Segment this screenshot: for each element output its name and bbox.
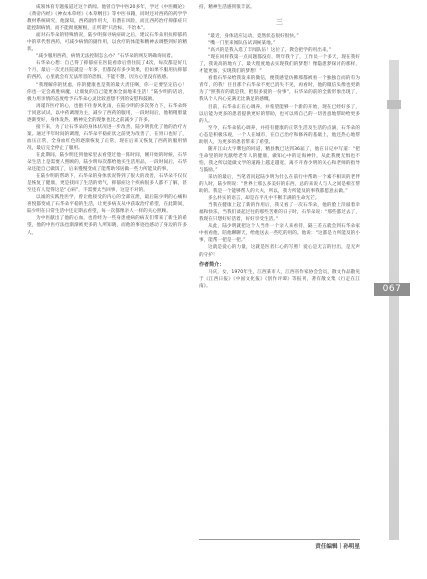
paragraph: 从此，陆少明就把这个人当作一个亲人来看待，隔三差五就会到石华朵家中看看他，陪他聊聊天，给他送去一些吃的用的。他说：“这都是力所能及的小事，能帮一把是一把。” (199, 224, 360, 244)
paragraph: 咸领体育专题报道过这个新闻。他曾自学中医20多年，学过《中医概论》《黄帝内经》《神农本草经》《本草纲目》等中医书籍，同时还对西药的药学学教材系统研究，他深知，西药副作用大，有潜在风险，而且西药治疗抑郁症只能控制病情，而不能彻底断根，正所谓“只治标，不治本”。 (27, 5, 187, 32)
paragraph: 石华朵心想：自己得了抑郁症在医院看诊后曾住院了4次，每次都是好几个月，最后一次光住院就是一年多，但都没有多少效果，但如果不服用抗抑郁的西药，心里就会有无法形容的恐惧，不能不想，因为心里没有底感。 (27, 61, 187, 81)
paragraph: 这就是爱心的力量，这就是医者仁心的写照！爱心是无言的付出，是无声的守护！ (199, 245, 360, 258)
paragraph: 在陆少明的帮助下，石华朵的身体状况得到了很大的改善，石华朵不仅仅是恢复了健康，更是找回了生活的勇气，抑郁症这个疾病很多人都不了解，甚至还有人觉得这是“心病”，不需要太当回事，这是不对的。 (27, 174, 187, 194)
editor-credit: 责任编辑｜孙明星 (315, 544, 360, 550)
paragraph: 面对石华朵的特殊情况，陆少明探寻病症研之后，建议石华朵用抗抑郁药中的草代替西药，可减少病情的副作用，以食疗的体能和精神去调整到好的精状。 (27, 33, 187, 53)
paragraph: 为中医献出了他的心血，也曾经为一些身患重病的病友们带来了新生的希望，他的中医疗法也渐渐被更多的人所知晓，而他的事迹也感动了身边的许多人。 (27, 216, 187, 236)
paragraph: 当我在健康上起了新的作用后，我又看了一次石华朵，他的脸上洋溢着幸福和快乐，当我们谈起过往的那些苦难的日子时，石华朵说：“那些都过去了，我现在只想好好活着，好好享受生活。” (199, 203, 360, 223)
paragraph: “减少服用西药，病情无法控制怎么办？”石华朵的网友明确询问着。 (36, 54, 176, 60)
side-decoration-strip (389, 60, 399, 540)
paragraph: 接下来，为了让石华朵的身体状况进一步改善，陆少明优化了他的治疗方案。通过半年时间的调理，石华朵平稳症状之前更为改善了，在胃口也好了，血压正常，全身血红色的逐渐恢复了正常，现在后来又恢复了西药的服用情况，最后完全停止了服用。 (27, 124, 187, 151)
left-text-column (27, 4, 187, 237)
right-text-column (199, 4, 360, 290)
page-number: 067 (374, 283, 410, 296)
section-number: 三 (275, 18, 284, 27)
paragraph: 采访的最后，当笔者问起陆少明为什么在前行中帮助一个素不相识的老伴的人时，陆少明说：“世界上那么多美好的东西，总的来说人与人之间是相互帮助的。我是一个能够帮人的大夫，所以，我力所能及的事我都愿意去做。” (199, 174, 360, 195)
paragraph: 至今，石华朵依心调养，并持有健康的正常生活及生活的点滴，石华朵的心态是积极乐观，一个人在城市，在自己治疗和修养的基础上，他还热心地帮助别人，为更多的患者带来了希望。 (199, 125, 360, 145)
paragraph: “高兴的是我入选了丰闻队伍！这位了，教会把学的用出来。” (208, 48, 332, 54)
footer-divider (199, 539, 360, 540)
paragraph: 看着石华朵给我发来的微信，便我感觉仿佛那都被看一个独独自而的有为青年，的我！目目那个石华朵不更已消失不见，再看时，他的微信头像也更新为了“照我有的就是我，把很多爱的一份事”，石华朵的前的全新形象出现了，我从个人内心充满无比满足的感慨。 (199, 76, 360, 103)
paragraph: 多么朴实的语言，却是在平凡中不断丰满的生命光芒。 (208, 196, 320, 202)
paragraph: 以诚的实践性医学，曾让他接受的内心的全部宣泄，最后陆少明的心痛和喜悦都变成了石华朵平稳的生活，让更多病友从中获取治疗希望，在此期间，陆少明在日常生活中还定期去看望，每一次都像亲人一样的关心照顾。 (27, 195, 187, 215)
paragraph: 持，精神生活感到很丰富。 (199, 5, 255, 10)
author-bio-heading: 作者简介： (199, 261, 225, 268)
paragraph: 随开江山大字牌包的同道，精县数已达到36届了，他在日记中写道：“把生命里的时光献给老年人的健康，做知心中的定海神针，从此我便无惧也不怕，我之所以能做文学的道路上越走越宽，离不开春少明的关心和老师的指导与鼓励。” (199, 146, 360, 173)
paragraph: “我理解你的忧虑，你的健康也是我的最大责任啊，你一定要坚定信心！你也一定会战胜病魔，让康复的自己能更加全面地来生活！”陆少明的话语，极力用亲情的态度给予石华朵心灵比较意想不到的安慰和鼓励。 (27, 82, 187, 102)
paragraph: “最近，身体适应运动，竟然状态很好很快。” (208, 34, 299, 40)
paragraph: 目前，石华朵正在心调养，并希望能够一个新的开始，现在已经好多了，以后能为更多的患者提供更好的帮助，也可以将自己的一切善意地帮助给更多的人。 (199, 104, 360, 124)
author-bio-text: 马庆，女，1970年生，江西某市人，江西省作家协会会员，散文作品散见于《江西日报》《中国文化报》《创作评谭》等报刊，著有散文集《行走在江南》。 (199, 269, 360, 289)
paragraph: “嘴一门里来闻队伍试训候某地。” (208, 41, 276, 47)
side-strip-marker (387, 100, 401, 109)
paragraph: 在此期间，陆少明还到他家里去看望过他一阵时间，刚开始的时候，石华朵生活上是需要人照顾的，陆少明每次都给他买生活用品，一段时间后，石华朵还能自己做饭了，后来慢慢变成了能帮助邻居做一些力所能及的事。 (27, 152, 187, 173)
paragraph: “现在同样我第一点问题都没有，明年我个了，工作员一个多天，现在我好了，我说高的地方了。最大程度地去实现我们的梦想！像隐患梦探讨的那样，才能更加，实现我们的梦想！” (199, 55, 360, 75)
paragraph: 再谨许医疗的心，也抱不住春风化雨，在陆少明的多次努力下，石华朵终于同意试试，以中药调理为主，减少了西药的服用，一段时间后，他稍稍胆量逐渐变好，身体发热、精神完全的现象也比之前减少了许多。 (27, 103, 187, 123)
